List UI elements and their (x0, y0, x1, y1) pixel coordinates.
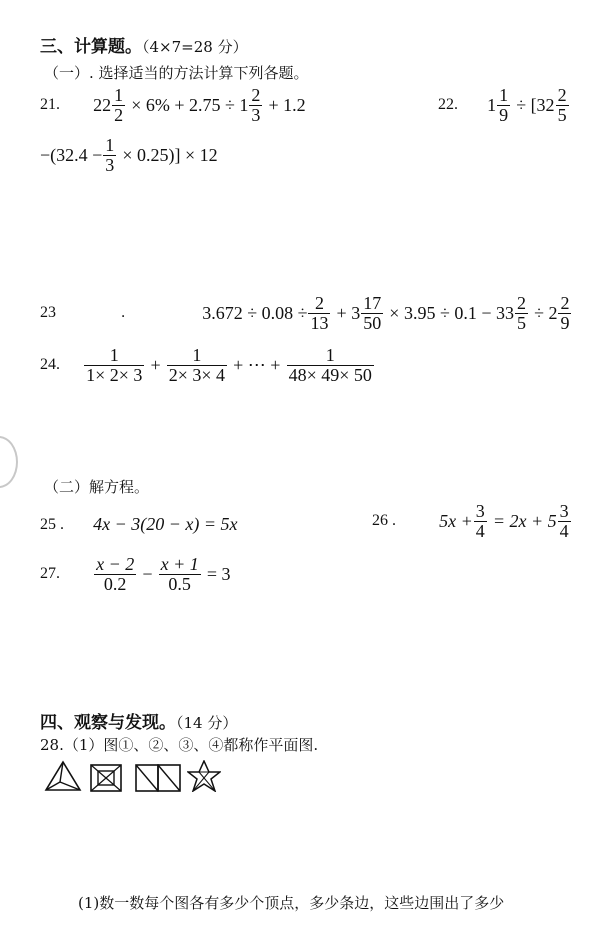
fraction-numerator: 17 (363, 293, 382, 313)
section4-score: （14 分） (176, 714, 238, 732)
fraction-denominator: 2× 3× 4 (168, 364, 226, 385)
fraction-numerator: 1 (109, 345, 119, 365)
expression-text: × 6% + 2.75 ÷ 1 (131, 94, 249, 115)
section4-title: 四、观察与发现。 (40, 713, 176, 733)
question-28-line1: 28.（1）图①、②、③、④都称作平面图. (40, 736, 319, 754)
fraction-denominator: 9 (499, 104, 509, 125)
question-number: 21. (40, 96, 60, 114)
fraction-denominator: 13 (310, 312, 329, 333)
part1-instruction: （一）. 选择适当的方法计算下列各题。 (44, 64, 309, 82)
fraction-numerator: 2 (314, 293, 324, 313)
fraction-denominator: 4 (475, 520, 485, 541)
star-figure-icon (187, 760, 221, 792)
fraction-numerator: 3 (559, 501, 569, 521)
expression-text: − (142, 563, 153, 584)
expression-text: + ⋯ + (233, 354, 281, 375)
triangle-figure-icon (44, 760, 82, 792)
question-24 (40, 346, 375, 385)
question-number: 25 . (40, 515, 64, 533)
fraction-numerator: 1 (105, 135, 115, 155)
fraction-numerator: 2 (516, 293, 526, 313)
square-x-figure-icon (90, 764, 122, 792)
equation: 4x − 3(20 − x) = 5x (93, 514, 238, 534)
fraction-numerator: 2 (251, 85, 261, 105)
question-27 (40, 555, 230, 594)
fraction-denominator: 5 (516, 312, 526, 333)
fraction-denominator: 9 (560, 312, 570, 333)
fraction-denominator: 50 (363, 312, 382, 333)
fraction-numerator: 1 (499, 85, 509, 105)
fraction-numerator: 1 (114, 85, 124, 105)
fraction-denominator: 3 (105, 154, 115, 175)
part2-instruction: （二）解方程。 (44, 478, 150, 496)
fraction-denominator: 3 (251, 104, 261, 125)
fraction-numerator: x − 2 (96, 554, 135, 574)
question-23 (40, 294, 572, 333)
question-26 (372, 502, 572, 541)
expression-text: + 1.2 (268, 94, 306, 115)
expression-text: + (150, 354, 161, 375)
fraction-numerator: 1 (325, 345, 335, 365)
question-number: 23 (40, 304, 56, 322)
expression-text: = 2x + 5 (492, 510, 557, 531)
margin-circle-mark (0, 436, 18, 488)
question-22-line2 (40, 136, 218, 175)
expression-text: × 0.25)] × 12 (122, 144, 218, 165)
section4-header (40, 708, 237, 733)
fraction-denominator: 2 (114, 104, 124, 125)
expression-text: 5x + (439, 510, 473, 531)
question-22 (438, 86, 570, 125)
question-28-subquestion: (1)数一数每个图各有多少个顶点，多少条边，这些边围出了多少 (78, 894, 505, 912)
expression-text: ÷ 2 (534, 302, 558, 323)
section3-title: 三、计算题。 (40, 37, 142, 57)
fraction-numerator: 2 (560, 293, 570, 313)
fraction-denominator: 0.2 (94, 574, 136, 594)
fraction-numerator: x + 1 (160, 554, 199, 574)
question-number: 24. (40, 356, 60, 374)
fraction-numerator: 3 (475, 501, 485, 521)
expression-text: 3.672 ÷ 0.08 ÷ (202, 302, 308, 323)
mixed-whole: 22 (93, 94, 112, 115)
fraction-denominator: 5 (557, 104, 567, 125)
fraction-numerator: 1 (192, 345, 202, 365)
expression-text: + 3 (336, 302, 361, 323)
expression-text: × 3.95 ÷ 0.1 − 33 (389, 302, 514, 323)
fraction-denominator: 48× 49× 50 (288, 364, 372, 385)
question-25 (40, 514, 238, 535)
question-number: 26 . (372, 512, 396, 530)
mixed-whole: 1 (487, 94, 497, 115)
fraction-denominator: 0.5 (159, 574, 201, 594)
question-dot: . (121, 304, 126, 322)
question-number: 22. (438, 96, 458, 114)
expression-text: −(32.4 − (40, 144, 103, 165)
expression-text: ÷ [32 (516, 94, 555, 115)
fraction-denominator: 4 (559, 520, 569, 541)
question-number: 27. (40, 565, 60, 583)
fraction-numerator: 2 (557, 85, 567, 105)
question-21 (40, 86, 306, 125)
section3-header (40, 32, 248, 57)
fraction-denominator: 1× 2× 3 (86, 364, 143, 385)
section3-score: （4×7=28 分） (142, 38, 248, 56)
expression-text: = 3 (206, 563, 231, 584)
double-square-figure-icon (135, 764, 181, 792)
